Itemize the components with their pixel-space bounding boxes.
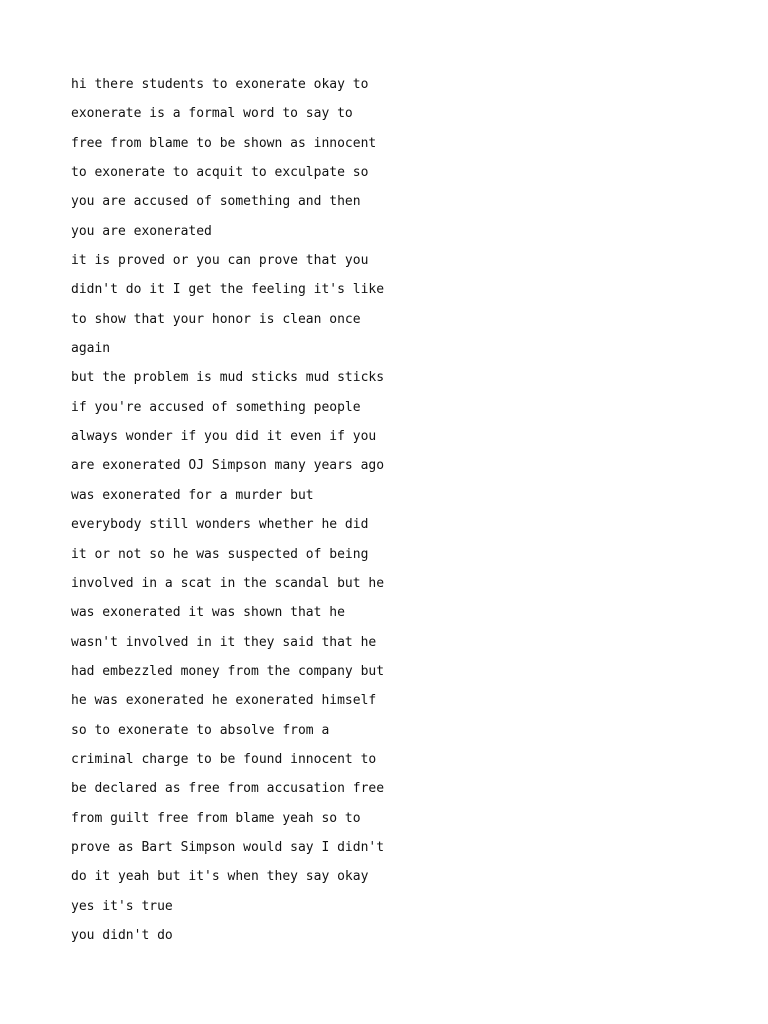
text-line: be declared as free from accusation free [71,781,385,797]
text-line: always wonder if you did it even if you [71,429,377,445]
text-line: do it yeah but it's when they say okay [71,869,369,885]
text-line: involved in a scat in the scandal but he [71,575,385,591]
text-line: it is proved or you can prove that you [71,253,369,269]
text-line: it or not so he was suspected of being [71,546,369,562]
text-line: if you're accused of something people [71,399,361,415]
text-line: didn't do it I get the feeling it's like [71,282,385,298]
text-line: was exonerated for a murder but [71,487,314,503]
transcript-text [71,70,731,950]
text-line: but the problem is mud sticks mud sticks [71,370,385,386]
text-line: so to exonerate to absolve from a [71,722,330,738]
text-line: free from blame to be shown as innocent [71,135,377,151]
text-line: wasn't involved in it they said that he [71,634,377,650]
text-line: to exonerate to acquit to exculpate so [71,165,369,181]
text-line: again [71,341,111,357]
text-line: had embezzled money from the company but [71,663,385,679]
text-line: yes it's true [71,898,173,914]
text-line: criminal charge to be found innocent to [71,751,377,767]
text-line: you didn't do [71,927,173,943]
text-line: was exonerated it was shown that he [71,605,345,621]
text-line: are exonerated OJ Simpson many years ago [71,458,385,474]
text-line: hi there students to exonerate okay to [71,77,369,92]
text-line: from guilt free from blame yeah so to [71,810,361,826]
text-line: he was exonerated he exonerated himself [71,693,377,709]
text-line: exonerate is a formal word to say to [71,106,353,122]
text-line: you are accused of something and then [71,194,361,210]
text-line: everybody still wonders whether he did [71,517,369,533]
text-line: prove as Bart Simpson would say I didn't [71,839,385,855]
text-line: you are exonerated [71,223,212,239]
text-line: to show that your honor is clean once [71,311,361,327]
